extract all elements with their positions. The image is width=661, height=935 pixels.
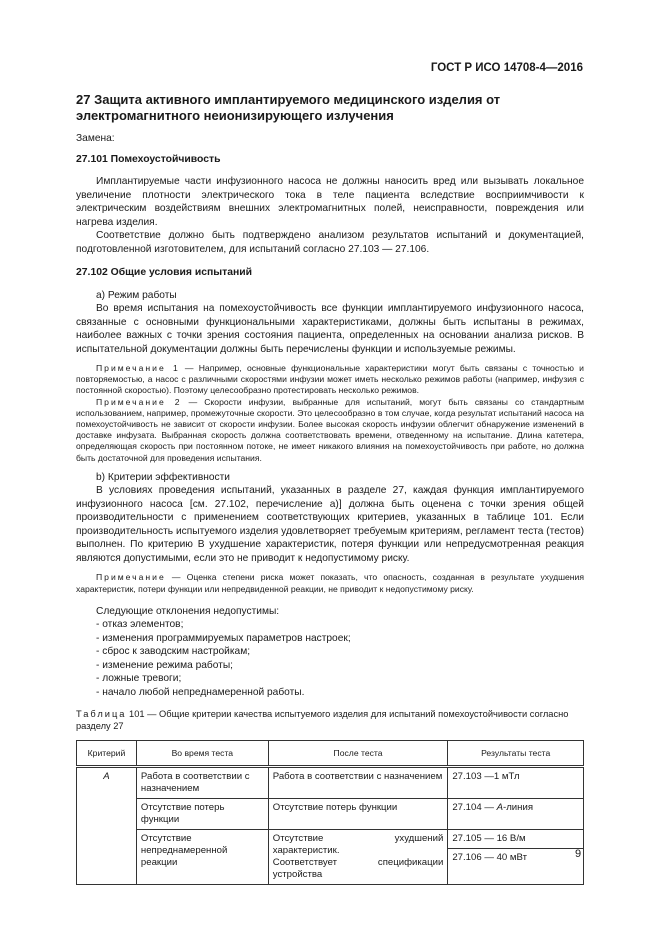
list-item: - отказ элементов;: [96, 619, 184, 631]
list-item: - изменения программируемых параметров настроек;: [96, 632, 351, 644]
page-number: 9: [575, 848, 582, 860]
list-item: - начало любой непреднамеренной работы.: [96, 686, 305, 698]
result-cell: [448, 799, 584, 830]
after-cell: [268, 830, 448, 885]
subsection-title-27-102: 27.102 Общие условия испытаний: [76, 267, 253, 278]
table-row: [77, 767, 584, 799]
table-caption: [76, 708, 584, 732]
list-item: - изменение режима работы;: [96, 659, 234, 671]
column-header-criterion: Критерий: [77, 741, 137, 767]
paragraph: Соответствие должно быть подтверждено анализом результатов испытаний и документацией, подготовленной изготовителем, для испытаний согласно 27.103 — 27.106.: [76, 230, 584, 255]
list-item: - ложные тревоги;: [96, 673, 182, 685]
criterion-cell: А: [77, 767, 137, 885]
list-intro: Следующие отклонения недопустимы:: [96, 605, 280, 617]
item-a-label: а) Режим работы: [96, 289, 177, 301]
result-cell: 27.103 —1 мТл: [448, 767, 584, 799]
table-row: [77, 830, 584, 849]
result-italic: А: [496, 802, 504, 814]
note-label: Примечание: [96, 572, 166, 583]
table-caption-label: Таблица: [76, 709, 127, 720]
section-title: 27 Защита активного имплантируемого медицинского изделия от электромагнитного неионизирующего излучения: [76, 92, 501, 123]
after-text: Отсутствие ухудшений характеристик.: [272, 833, 444, 857]
paragraph: В условиях проведения испытаний, указанных в разделе 27, каждая функция имплантируемого инфузионного насоса [см. 27.102, перечисление а)] должна быть оценена с точки зрения общей производительности с применением соответствующих критериев, указанных в таблице 101. Если производительность испытуемого изделия удовлетворяет требуемым критериям, регламент теста (тестов) выполнен. По критерию В ухудшение характеристик, потеря функции или непредусмотренная реакция являются допустимыми, если это не приводит к недопустимому риску.: [76, 485, 584, 564]
during-cell: Отсутствие потерь функции: [136, 799, 268, 830]
table-header-row: [77, 741, 584, 767]
table-row: [77, 799, 584, 830]
table-caption-text: 101 — Общие критерии качества испытуемого изделия для испытаний помехоустойчивости согласно разделу 27: [76, 709, 569, 732]
result-prefix: 27.104 —: [452, 802, 497, 814]
after-text: Соответствует спецификации устройства: [272, 857, 444, 881]
result-suffix: -линия: [503, 802, 534, 814]
replace-label: Замена:: [76, 133, 115, 144]
note-1: [76, 363, 584, 397]
list-item: - сброс к заводским настройкам;: [96, 646, 251, 658]
paragraph: Во время испытания на помехоустойчивость все функции имплантируемого инфузионного насоса, связанные с основными функциональными характеристиками, должны быть испытаны в режимах, наиболее важных с точки зрения состояния пациента, определенных на основании анализа рисков. В испытательной документации должны быть перечислены функции и используемые режимы.: [76, 303, 584, 355]
note-label: Примечание 2: [96, 396, 182, 407]
criteria-table: [76, 740, 584, 885]
note-label: Примечание 1: [96, 363, 180, 373]
note-text: — Например, основные функциональные характеристики могут быть связаны с точностью и повторяемостью, а насос с различными скоростями инфузии может иметь несколько режимов работы (например, инфузия с постоянной скоростью). Поэтому целесообразно протестировать несколько режимов.: [76, 363, 584, 396]
paragraph: Имплантируемые части инфузионного насоса не должны наносить вред или вызывать локальное увеличение плотности электрического тока в теле пациента вследствие восприимчивости к электрическим воздействиям внешних электромагнитных полей, неисправности, повреждения или нагрева изделия.: [76, 176, 584, 228]
page-content: [76, 92, 584, 885]
result-cell: 27.105 — 16 В/м: [448, 830, 584, 849]
column-header-results: Результаты теста: [448, 741, 584, 767]
after-cell: Отсутствие потерь функции: [268, 799, 448, 830]
subsection-title-27-101: 27.101 Помехоустойчивость: [76, 153, 221, 165]
document-code: ГОСТ Р ИСО 14708-4—2016: [430, 62, 583, 74]
item-b-label: b) Критерии эффективности: [96, 471, 230, 483]
after-cell: Работа в соответствии с назначением: [268, 767, 448, 799]
column-header-during: Во время теста: [136, 741, 268, 767]
column-header-after: После теста: [268, 741, 448, 767]
during-cell: Отсутствие непреднамеренной реакции: [136, 830, 268, 885]
note-2: [76, 397, 584, 464]
note-text: — Скорости инфузии, выбранные для испытаний, могут быть связаны со стандартным использованием, например, промежуточные скорости. Это целесообразно в том случае, когда результат испытаний насоса на помехоустойчивость не зависит от скорости инфузии. Более высокая скорость инфузии облегчит обнаружение изменений в доставке инфузата. Выбранная скорость должна соответствовать времени, отведенному на испытание. Длина катетера, определяющая скорость при постоянном потоке, не имеет никакого влияния на помехоустойчивость при работе, но должна быть достаточной для проведения испытания.: [76, 396, 584, 463]
note-text: — Оценка степени риска может показать, что опасность, созданная в результате ухудшения характеристик, потери функции или непредвиденной реакции, не приводит к недопустимому риску.: [76, 572, 584, 594]
note-3: [76, 572, 584, 594]
during-cell: Работа в соответствии с назначением: [136, 767, 268, 799]
result-cell: 27.106 — 40 мВт: [448, 849, 584, 885]
